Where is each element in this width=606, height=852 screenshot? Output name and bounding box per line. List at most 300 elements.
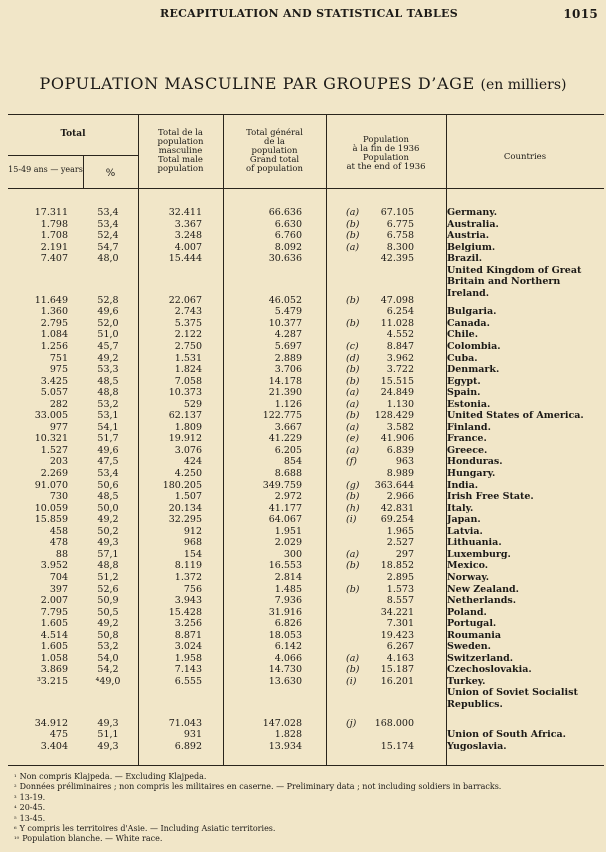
cell-age-group: 1.256 — [40, 340, 68, 352]
cell-grand-total: 1.951 — [274, 525, 302, 537]
cell-percent: 50,6 — [97, 479, 119, 491]
cell-population-1936: 67.105 — [380, 207, 414, 218]
cell-percent: 54,7 — [97, 241, 119, 253]
footnote-text: Y compris les territoires d'Asie. — Including Asiatic territories. — [19, 824, 276, 834]
cell-total-male: 5.375 — [174, 317, 202, 329]
cell-age-group: 91.070 — [34, 479, 68, 491]
cell-note: (h) — [346, 502, 360, 514]
table-row — [0, 433, 606, 445]
cell-population-1936: 7.301 — [386, 618, 414, 630]
cell-percent: 52,6 — [97, 583, 119, 595]
cell-total-male: 8.871 — [174, 629, 202, 641]
cell-total-male: 424 — [183, 456, 202, 468]
cell-grand-total: 64.067 — [268, 514, 302, 526]
running-head — [0, 7, 606, 23]
cell-note: (i) — [346, 675, 357, 687]
cell-note: (b) — [346, 364, 360, 376]
cell-total-male: 15.428 — [168, 606, 202, 618]
cell-age-group: 2.007 — [40, 595, 68, 607]
footnote-mark: ² — [14, 783, 17, 792]
footnote-mark: ⁵ — [14, 814, 17, 823]
cell-age-group: 3.404 — [40, 740, 68, 752]
cell-total-male: 180.205 — [162, 479, 202, 491]
table-row — [0, 353, 606, 365]
cell-population-1936: 297 — [395, 548, 414, 560]
cell-population-1936: 69.254 — [380, 514, 414, 526]
cell-population-1936: 41.906 — [380, 433, 414, 445]
cell-grand-total: 147.028 — [262, 717, 302, 729]
cell-total-male: 1.809 — [174, 421, 202, 433]
cell-country: Czechoslovakia. — [447, 664, 532, 676]
cell-total-male: 2.122 — [174, 329, 202, 341]
page-title — [0, 74, 606, 93]
cell-percent: 54,0 — [97, 652, 119, 664]
cell-total-male: 3.248 — [174, 230, 202, 242]
cell-grand-total: 31.916 — [268, 606, 302, 618]
table-bottom-rule — [8, 765, 604, 766]
table-row — [0, 219, 606, 231]
cell-age-group: 11.649 — [34, 294, 68, 306]
cell-population-1936: 42.831 — [380, 502, 414, 514]
cell-population-1936: 11.028 — [380, 317, 414, 329]
cell-country: India. — [447, 479, 479, 491]
cell-age-group: 1.708 — [40, 230, 68, 242]
cell-percent: 53,3 — [97, 364, 119, 376]
cell-note: (a) — [346, 207, 360, 218]
footnote-text: Données préliminaires ; non compris les militaires en caserne. — Preliminary data ; not including soldiers in barracks. — [19, 782, 502, 792]
cell-population-1936: 3.962 — [386, 352, 414, 364]
cell-total-male: 20.134 — [168, 502, 202, 514]
cell-grand-total: 4.287 — [274, 329, 302, 341]
cell-grand-total: 66.636 — [268, 207, 302, 218]
cell-age-group: 15.859 — [34, 514, 68, 526]
cell-population-1936: 128.429 — [374, 410, 414, 422]
cell-total-male: 3.943 — [174, 595, 202, 607]
footnote-text: Non compris Klajpeda. — Excluding Klajpeda. — [19, 772, 207, 781]
title-text: POPULATION MASCULINE PAR GROUPES D’AGE — [39, 74, 475, 93]
table-row — [0, 253, 606, 265]
cell-total-male: 3.024 — [174, 641, 202, 653]
cell-note: (b) — [346, 218, 360, 230]
cell-note: (c) — [346, 340, 359, 352]
table-row — [0, 653, 606, 665]
cell-grand-total: 14.178 — [268, 375, 302, 387]
cell-total-male: 71.043 — [168, 717, 202, 729]
cell-total-male: 7.058 — [174, 375, 202, 387]
cell-country: Estonia. — [447, 398, 491, 410]
cell-total-male: 1.958 — [174, 652, 202, 664]
cell-total-male: 10.373 — [168, 387, 202, 399]
cell-country: Sweden. — [447, 641, 491, 653]
cell-population-1936: 2.527 — [386, 537, 414, 549]
table-row — [0, 230, 606, 242]
table-row — [0, 676, 606, 688]
table-row — [0, 491, 606, 503]
cell-total-male: 3.256 — [174, 618, 202, 630]
cell-population-1936: 19.423 — [380, 629, 414, 641]
table-row — [0, 584, 606, 596]
cell-population-1936: 6.758 — [386, 230, 414, 242]
cell-note: (a) — [346, 241, 360, 253]
cell-total-male: 2.750 — [174, 340, 202, 352]
cell-grand-total: 10.377 — [268, 317, 302, 329]
cell-age-group: 397 — [49, 583, 68, 595]
table-row — [0, 572, 606, 584]
cell-country: Greece. — [447, 444, 488, 456]
cell-total-male: 22.067 — [168, 294, 202, 306]
table-row — [0, 468, 606, 480]
table-top-rule — [8, 114, 604, 115]
cell-age-group: 4.514 — [40, 629, 68, 641]
cell-age-group: 1.084 — [40, 329, 68, 341]
table-row — [0, 480, 606, 492]
cell-grand-total: 349.759 — [262, 479, 302, 491]
cell-percent: 50,2 — [97, 525, 119, 537]
cell-total-male: 154 — [183, 548, 202, 560]
table-row — [0, 422, 606, 434]
cell-age-group: 5.057 — [40, 387, 68, 399]
cell-percent: 49,2 — [97, 514, 119, 526]
cell-population-1936: 42.395 — [380, 253, 414, 265]
cell-country: Union of South Africa. — [447, 729, 566, 741]
cell-population-1936: 168.000 — [374, 717, 414, 729]
cell-total-male: 912 — [183, 525, 202, 537]
table-row — [0, 364, 606, 376]
cell-total-male: 1.531 — [174, 352, 202, 364]
total-subheader-rule — [8, 155, 138, 156]
cell-population-1936: 4.552 — [386, 329, 414, 341]
cell-note: (i) — [346, 514, 357, 526]
table-row — [0, 306, 606, 318]
table-row — [0, 456, 606, 468]
cell-country: Latvia. — [447, 525, 483, 537]
footnote — [14, 824, 604, 834]
cell-percent: 49,6 — [97, 444, 119, 456]
cell-total-male: 3.076 — [174, 444, 202, 456]
table-row — [0, 526, 606, 538]
cell-percent: 52,8 — [97, 294, 119, 306]
cell-grand-total: 13.630 — [268, 675, 302, 687]
cell-grand-total: 41.177 — [268, 502, 302, 514]
cell-population-1936: 24.849 — [380, 387, 414, 399]
cell-country: United States of America. — [447, 410, 584, 422]
cell-population-1936: 15.187 — [380, 664, 414, 676]
cell-country: Chile. — [447, 329, 479, 341]
cell-total-male: 15.444 — [168, 253, 202, 265]
footnote-text: 13-19. — [19, 792, 46, 802]
cell-population-1936: 6.839 — [386, 444, 414, 456]
cell-total-male: 3.367 — [174, 218, 202, 230]
cell-country: Italy. — [447, 502, 474, 514]
table-row — [0, 618, 606, 630]
title-units: (en milliers) — [480, 77, 567, 93]
cell-age-group: 1.605 — [40, 641, 68, 653]
cell-country: Australia. — [447, 218, 499, 230]
cell-age-group: 203 — [49, 456, 68, 468]
footnote — [14, 793, 604, 803]
cell-country: Portugal. — [447, 618, 497, 630]
cell-population-1936: 34.221 — [380, 606, 414, 618]
cell-note: (b) — [346, 375, 360, 387]
table-row — [0, 410, 606, 422]
cell-total-male: 529 — [183, 398, 202, 410]
cell-country: Honduras. — [447, 456, 503, 468]
header-population-1936: Population à la fin de 1936 Population at the end of 1936 — [346, 135, 426, 172]
cell-percent: 49,3 — [97, 740, 119, 752]
cell-grand-total: 18.053 — [268, 629, 302, 641]
footnote — [14, 782, 604, 792]
cell-percent: 51,2 — [97, 571, 119, 583]
cell-percent: 48,8 — [97, 560, 119, 572]
cell-country: Hungary. — [447, 468, 496, 480]
cell-grand-total: 4.066 — [274, 652, 302, 664]
cell-country: Spain. — [447, 387, 481, 399]
cell-age-group: 1.605 — [40, 618, 68, 630]
cell-country: Netherlands. — [447, 595, 517, 607]
cell-grand-total: 30.636 — [268, 253, 302, 265]
cell-age-group: 2.269 — [40, 468, 68, 480]
table-row — [0, 537, 606, 549]
cell-percent: 51,0 — [97, 329, 119, 341]
cell-country: Canada. — [447, 317, 490, 329]
cell-population-1936: 6.267 — [386, 641, 414, 653]
cell-note: (b) — [346, 491, 360, 503]
cell-age-group: 478 — [49, 537, 68, 549]
table-row — [0, 341, 606, 353]
cell-grand-total: 8.092 — [274, 241, 302, 253]
cell-population-1936: 3.722 — [386, 364, 414, 376]
cell-country: Brazil. — [447, 253, 483, 265]
cell-population-1936: 2.895 — [386, 571, 414, 583]
cell-percent: 50,9 — [97, 595, 119, 607]
cell-population-1936: 2.966 — [386, 491, 414, 503]
header-percent: % — [105, 168, 116, 179]
table-row — [0, 264, 606, 299]
cell-percent: 53,1 — [97, 410, 119, 422]
table-row — [0, 376, 606, 388]
cell-note: (g) — [346, 479, 360, 491]
cell-percent: 48,0 — [97, 253, 119, 265]
cell-population-1936: 4.163 — [386, 652, 414, 664]
header-age-group: 15-49 ans — years — [8, 165, 83, 174]
cell-age-group: 704 — [49, 571, 68, 583]
table-row — [0, 549, 606, 561]
cell-population-1936: 8.847 — [386, 340, 414, 352]
table-row — [0, 741, 606, 753]
cell-age-group: 33.005 — [34, 410, 68, 422]
cell-grand-total: 6.760 — [274, 230, 302, 242]
cell-grand-total: 1.126 — [274, 398, 302, 410]
cell-note: (b) — [346, 560, 360, 572]
table-row — [0, 718, 606, 730]
cell-grand-total: 6.205 — [274, 444, 302, 456]
cell-grand-total: 2.972 — [274, 491, 302, 503]
table-row — [0, 560, 606, 572]
cell-country: New Zealand. — [447, 583, 519, 595]
cell-age-group: 975 — [49, 364, 68, 376]
cell-percent: 50,8 — [97, 629, 119, 641]
cell-country: Belgium. — [447, 241, 496, 253]
cell-age-group: 3.425 — [40, 375, 68, 387]
cell-population-1936: 1.130 — [386, 398, 414, 410]
cell-country: Lithuania. — [447, 537, 502, 549]
cell-age-group: 17.311 — [34, 207, 68, 218]
header-bottom-rule — [8, 188, 604, 189]
cell-age-group: 730 — [49, 491, 68, 503]
cell-population-1936: 6.254 — [386, 306, 414, 318]
cell-note: (b) — [346, 410, 360, 422]
cell-percent: 53,2 — [97, 398, 119, 410]
cell-percent: 57,1 — [97, 548, 119, 560]
header-total: Total — [60, 129, 86, 139]
cell-grand-total: 16.553 — [268, 560, 302, 572]
footnote-text: 20-45. — [19, 803, 46, 813]
cell-note: (a) — [346, 398, 360, 410]
cell-age-group: 34.912 — [34, 717, 68, 729]
cell-grand-total: 7.936 — [274, 595, 302, 607]
header-grand-total: Total général de la population Grand total of population — [246, 128, 303, 174]
footnote — [14, 772, 604, 782]
table-row — [0, 207, 606, 219]
cell-percent: 49,2 — [97, 618, 119, 630]
cell-percent: 53,4 — [97, 218, 119, 230]
cell-total-male: 19.912 — [168, 433, 202, 445]
footnote — [14, 834, 604, 844]
footnote — [14, 814, 604, 824]
footnote-mark: ³ — [14, 793, 17, 802]
cell-grand-total: 3.706 — [274, 364, 302, 376]
cell-population-1936: 18.852 — [380, 560, 414, 572]
cell-population-1936: 8.989 — [386, 468, 414, 480]
cell-percent: 53,2 — [97, 641, 119, 653]
cell-age-group: 3.952 — [40, 560, 68, 572]
cell-age-group: 1.527 — [40, 444, 68, 456]
cell-note: (a) — [346, 652, 360, 664]
header-total-male: Total de la population masculine Total male population — [157, 128, 204, 174]
cell-total-male: 756 — [183, 583, 202, 595]
cell-note: (f) — [346, 456, 357, 468]
cell-grand-total: 6.826 — [274, 618, 302, 630]
cell-population-1936: 15.515 — [380, 375, 414, 387]
cell-percent: 47,5 — [97, 456, 119, 468]
cell-population-1936: 8.557 — [386, 595, 414, 607]
cell-grand-total: 5.697 — [274, 340, 302, 352]
cell-grand-total: 21.390 — [268, 387, 302, 399]
cell-population-1936: 6.775 — [386, 218, 414, 230]
footnotes — [14, 772, 604, 845]
cell-percent: 49,6 — [97, 306, 119, 318]
cell-total-male: 62.137 — [168, 410, 202, 422]
cell-total-male: 1.507 — [174, 491, 202, 503]
cell-age-group: 977 — [49, 421, 68, 433]
cell-grand-total: 1.485 — [274, 583, 302, 595]
cell-percent: 51,7 — [97, 433, 119, 445]
cell-country: Cuba. — [447, 352, 478, 364]
cell-age-group: 1.798 — [40, 218, 68, 230]
footnote-mark: ⁴ — [14, 804, 17, 813]
cell-age-group: 1.058 — [40, 652, 68, 664]
cell-percent: 54,2 — [97, 664, 119, 676]
cell-note: (d) — [346, 352, 360, 364]
cell-grand-total: 41.229 — [268, 433, 302, 445]
cell-country: United Kingdom of Great Britain and Northern Ireland. — [447, 264, 582, 299]
footnote-text: 13-45. — [19, 813, 46, 823]
cell-percent: 49,3 — [97, 537, 119, 549]
cell-country: Colombia. — [447, 340, 501, 352]
table-row — [0, 514, 606, 526]
cell-grand-total: 46.052 — [268, 294, 302, 306]
table-row — [0, 318, 606, 330]
table-row — [0, 399, 606, 411]
cell-age-group: 751 — [49, 352, 68, 364]
cell-total-male: 931 — [183, 729, 202, 741]
cell-country: France. — [447, 433, 487, 445]
cell-percent: 48,5 — [97, 375, 119, 387]
cell-age-group: 3.869 — [40, 664, 68, 676]
table-row — [0, 607, 606, 619]
footnote-mark: ¹⁰ — [14, 835, 20, 844]
cell-note: (b) — [346, 317, 360, 329]
table-row — [0, 329, 606, 341]
cell-total-male: 32.295 — [168, 514, 202, 526]
cell-age-group: 10.059 — [34, 502, 68, 514]
cell-country: Union of Soviet Socialist Republics. — [447, 687, 578, 710]
cell-note: (b) — [346, 583, 360, 595]
header-countries: Countries — [503, 152, 547, 162]
cell-total-male: 7.143 — [174, 664, 202, 676]
cell-total-male: 8.119 — [174, 560, 202, 572]
cell-country: Irish Free State. — [447, 491, 534, 503]
table-body — [0, 198, 606, 758]
cell-note: (e) — [346, 433, 360, 445]
cell-population-1936: 16.201 — [380, 675, 414, 687]
cell-country: Yugoslavia. — [447, 740, 507, 752]
cell-age-group: ³3.215 — [36, 675, 68, 687]
cell-percent: 49,3 — [97, 717, 119, 729]
cell-population-1936: 47.098 — [380, 294, 414, 306]
cell-age-group: 1.360 — [40, 306, 68, 318]
cell-country: Japan. — [447, 514, 481, 526]
cell-grand-total: 3.667 — [274, 421, 302, 433]
cell-country: Luxemburg. — [447, 548, 511, 560]
cell-total-male: 1.372 — [174, 571, 202, 583]
cell-population-1936: 8.300 — [386, 241, 414, 253]
cell-percent: 49,2 — [97, 352, 119, 364]
cell-percent: 50,0 — [97, 502, 119, 514]
cell-country: Denmark. — [447, 364, 500, 376]
cell-grand-total: 1.828 — [274, 729, 302, 741]
cell-country: Roumania — [447, 629, 502, 641]
table-row — [0, 729, 606, 741]
cell-total-male: 968 — [183, 537, 202, 549]
table-row — [0, 664, 606, 676]
cell-percent: 54,1 — [97, 421, 119, 433]
cell-note: (a) — [346, 548, 360, 560]
cell-note: (a) — [346, 421, 360, 433]
table-row — [0, 242, 606, 254]
cell-country: Finland. — [447, 421, 491, 433]
cell-population-1936: 363.644 — [374, 479, 414, 491]
cell-country: Bulgaria. — [447, 306, 497, 318]
cell-population-1936: 1.965 — [386, 525, 414, 537]
cell-note: (a) — [346, 444, 360, 456]
footnote — [14, 803, 604, 813]
table-row — [0, 641, 606, 653]
cell-grand-total: 14.730 — [268, 664, 302, 676]
cell-age-group: 2.795 — [40, 317, 68, 329]
cell-grand-total: 2.889 — [274, 352, 302, 364]
cell-grand-total: 122.775 — [262, 410, 302, 422]
